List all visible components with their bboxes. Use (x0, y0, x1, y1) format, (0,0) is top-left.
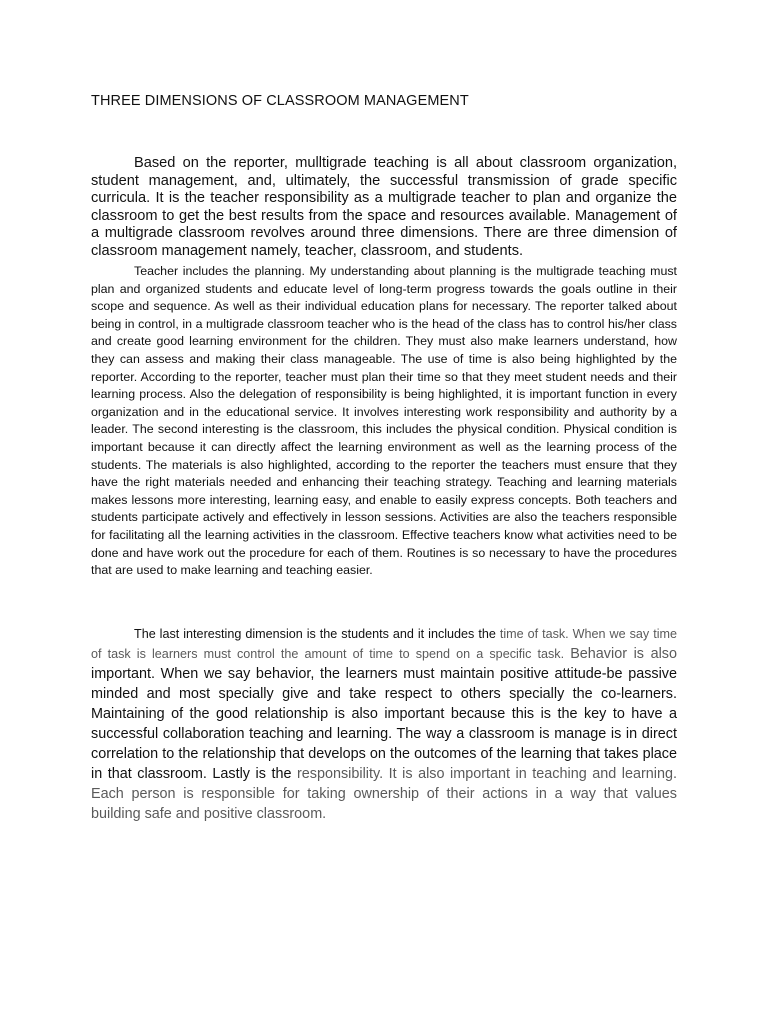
behavior-text: important. When we say behavior, the learners must maintain positive attitude-be passive minded and most specially give and take respect to others specially the co-learners. Maintaining of the good relationship is also important because this is the key to have a successful collaboration teaching and learning. The way a classroom is manage is in direct correlation to the relationship that develops on the outcomes of the learning that takes place in that classroom. Lastly is the (91, 665, 677, 782)
paragraph-students (91, 626, 677, 824)
document-title: THREE DIMENSIONS OF CLASSROOM MANAGEMENT (91, 93, 469, 109)
paragraph-intro: Based on the reporter, mulltigrade teaching is all about classroom organization, student management, and, ultimately, the successful transmission of grade specific curricula. It is the teacher responsibility as a multigrade teacher to plan and organize the classroom to get the best results from the space and resources available. Management of a multigrade classroom revolves around three dimensions. There are three dimension of classroom management namely, teacher, classroom, and students. (91, 155, 677, 259)
behavior-lead-text: Behavior is also (570, 645, 677, 662)
responsibility-text: responsibility. It is also important in teaching and learning. Each person is responsible for taking ownership of their actions in a way that values building safe and positive classroom. (91, 765, 677, 822)
paragraph-teacher-classroom: Teacher includes the planning. My understanding about planning is the multigrade teaching must plan and organized students and educate level of long-term progress towards the goals outline in their scope and sequence. As well as their individual education plans for necessary. The reporter talked about being in control, in a multigrade classroom teacher who is the head of the class has to control his/her class and create good learning environment for the children. They must also make learners understand, how they can assess and making their class manageable. The use of time is also being highlighted by the reporter. According to the reporter, teacher must plan their time so that they meet student needs and their learning process. Also the delegation of responsibility is being highlighted, it is important function in every organization and in the educational service. It involves interesting work responsibility and authority by a leader. The second interesting is the classroom, this includes the physical condition. Physical condition is important because it can directly affect the learning environment as well as the learning process of the students. The materials is also highlighted, according to the reporter the teachers must ensure that they have the right materials needed and enhancing their teaching strategy. Teaching and learning materials makes lessons more interesting, learning easy, and enable to easily express concepts. Both teachers and students participate actively and effectively in lesson sessions. Activities are also the teachers responsible for facilitating all the learning activities in the classroom. Effective teachers know what activities need to be done and have work out the procedure for each of them. Routines is so necessary to have the procedures that are used to make learning and teaching easier. (91, 264, 677, 578)
time-of-task-text: time of task. When we say time of task is learners must control the amount of time to spend on a specific task. (91, 627, 677, 661)
paragraph-students-intro: The last interesting dimension is the students and it includes the (134, 627, 500, 641)
